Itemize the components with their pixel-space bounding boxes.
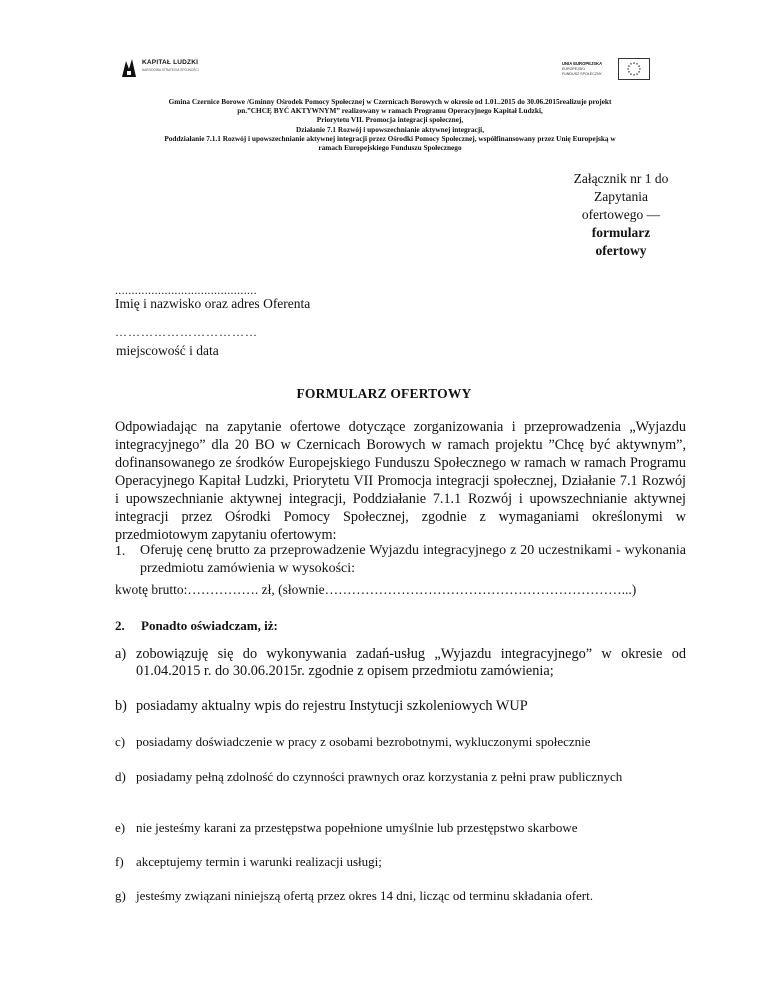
header-line: ramach Europejskiego Funduszu Społecznego [318, 143, 462, 153]
attachment-note [556, 170, 686, 260]
kapital-ludzki-logo [120, 57, 220, 79]
point2-text: Ponadto oświadczam, iż: [141, 618, 278, 633]
list-item-label: f) [115, 854, 124, 869]
header-line: Poddziałanie 7.1.1 Rozwój i upowszechnianie aktywnej integracji przez Ośrodki Pomocy Społecznej, współfinansowany przez Unię Europejską w [164, 133, 616, 143]
kapital-ludzki-emblem-icon [120, 57, 138, 79]
point2-number: 2. [115, 618, 125, 633]
list-item-text: zobowiązuję się do wykonywania zadań-usług „Wyjazdu integracyjnego” w okresie od 01.04.2015 r. do 30.06.2015r. zgodnie z opisem przedmiotu zamówienia; [136, 646, 686, 679]
header-line: Priorytetu VII. Promocja integracji społecznej, [316, 115, 464, 125]
header-line: Działanie 7.1 Rozwój i upowszechnianie aktywnej integracji, [295, 124, 485, 134]
list-item [115, 646, 686, 682]
project-header [95, 97, 685, 152]
list-item-label: e) [115, 820, 126, 835]
attachment-line: formularz [591, 225, 651, 240]
list-item [115, 853, 686, 871]
offeror-label: Imię i nazwisko oraz adres Oferenta [115, 296, 311, 311]
list-item-text: posiadamy doświadczenie w pracy z osobami bezrobotnymi, wykluczonymi społecznie [136, 734, 591, 749]
form-title: FORMULARZ OFERTOWY [296, 386, 472, 401]
attachment-line: Zapytania [594, 189, 648, 204]
list-item-label: d) [115, 769, 126, 784]
offeror-fill-line: ........................................... [115, 283, 257, 297]
list-item-label: a) [115, 646, 127, 662]
list-item-label: b) [115, 698, 127, 714]
list-item [115, 887, 686, 905]
eu-flag-icon [618, 58, 650, 80]
list-item [115, 698, 686, 716]
list-item-label: g) [115, 888, 126, 903]
place-date-fill-line: …………………………… [115, 325, 258, 339]
right-logo-line3: FUNDUSZ SPOŁECZNY [562, 72, 602, 76]
list-item [115, 819, 686, 837]
header-line: Gmina Czernice Borowe /Gminny Ośrodek Pomocy Społecznej w Czernicach Borowych w okresie od 1.01..2015 do 30.06.2015realizuje projekt [168, 97, 612, 106]
list-item-label: c) [115, 734, 126, 749]
intro-paragraph: Odpowiadając na zapytanie ofertowe dotyczące zorganizowania i przeprowadzenia „Wyjazdu integracyjnego” dla 20 BO w Czernicach Borowych w ramach projektu ”Chcę być aktywnym”, dofinansowanego ze środków Europejskiego Funduszu Społecznego w ramach w ramach Programu Operacyjnego Kapitał Ludzki, Priorytetu VII Promocja integracji społecznej, Działanie 7.1 Rozwój i upowszechnianie aktywnej integracji, Poddziałanie 7.1.1 Rozwój i upowszechnianie aktywnej integracji przez Ośrodki Pomocy Społecznej, zgodnie z wymaganiami określonymi w przedmiotowym zapytaniu ofertowym: [115, 419, 686, 543]
right-logo-line2: EUROPEJSKI [562, 67, 585, 71]
list-item [115, 768, 686, 804]
attachment-line: Załącznik nr 1 do [573, 171, 669, 186]
price-line: kwotę brutto:……………. zł, (słownie…………………………………………………………...) [115, 582, 637, 597]
header-line: pn.”CHCĘ BYĆ AKTYWNYM” realizowany w ramach Programu Operacyjnego Kapitał Ludzki, [237, 106, 543, 116]
list-item-text: posiadamy pełną zdolność do czynności prawnych oraz korzystania z pełni praw publicznych [136, 769, 623, 784]
place-date-label: miejscowość i data [116, 343, 219, 358]
left-logo-title: KAPITAŁ LUDZKI [142, 59, 199, 66]
list-item [115, 733, 686, 751]
attachment-line: ofertowy [595, 243, 647, 258]
left-logo-subtitle: NARODOWA STRATEGIA SPÓJNOŚCI [142, 68, 199, 72]
point1-number: 1. [115, 543, 126, 558]
attachment-line: ofertowego — [581, 207, 661, 222]
list-item-text: nie jesteśmy karani za przestępstwa popełnione umyślnie lub przestępstwo skarbowe [136, 820, 578, 835]
list-item-text: akceptujemy termin i warunki realizacji usługi; [136, 854, 382, 869]
eu-logo [562, 58, 650, 80]
list-item-text: posiadamy aktualny wpis do rejestru Instytucji szkoleniowych WUP [136, 698, 528, 714]
list-item-text: jesteśmy związani niniejszą ofertą przez okres 14 dni, licząc od terminu składania ofert. [136, 888, 593, 903]
point1-text: Oferuję cenę brutto za przeprowadzenie Wyjazdu integracyjnego z 20 uczestnikami - wykonania przedmiotu zamówienia w wysokości: [140, 543, 686, 576]
right-logo-line1: UNIA EUROPEJSKA [562, 61, 603, 66]
